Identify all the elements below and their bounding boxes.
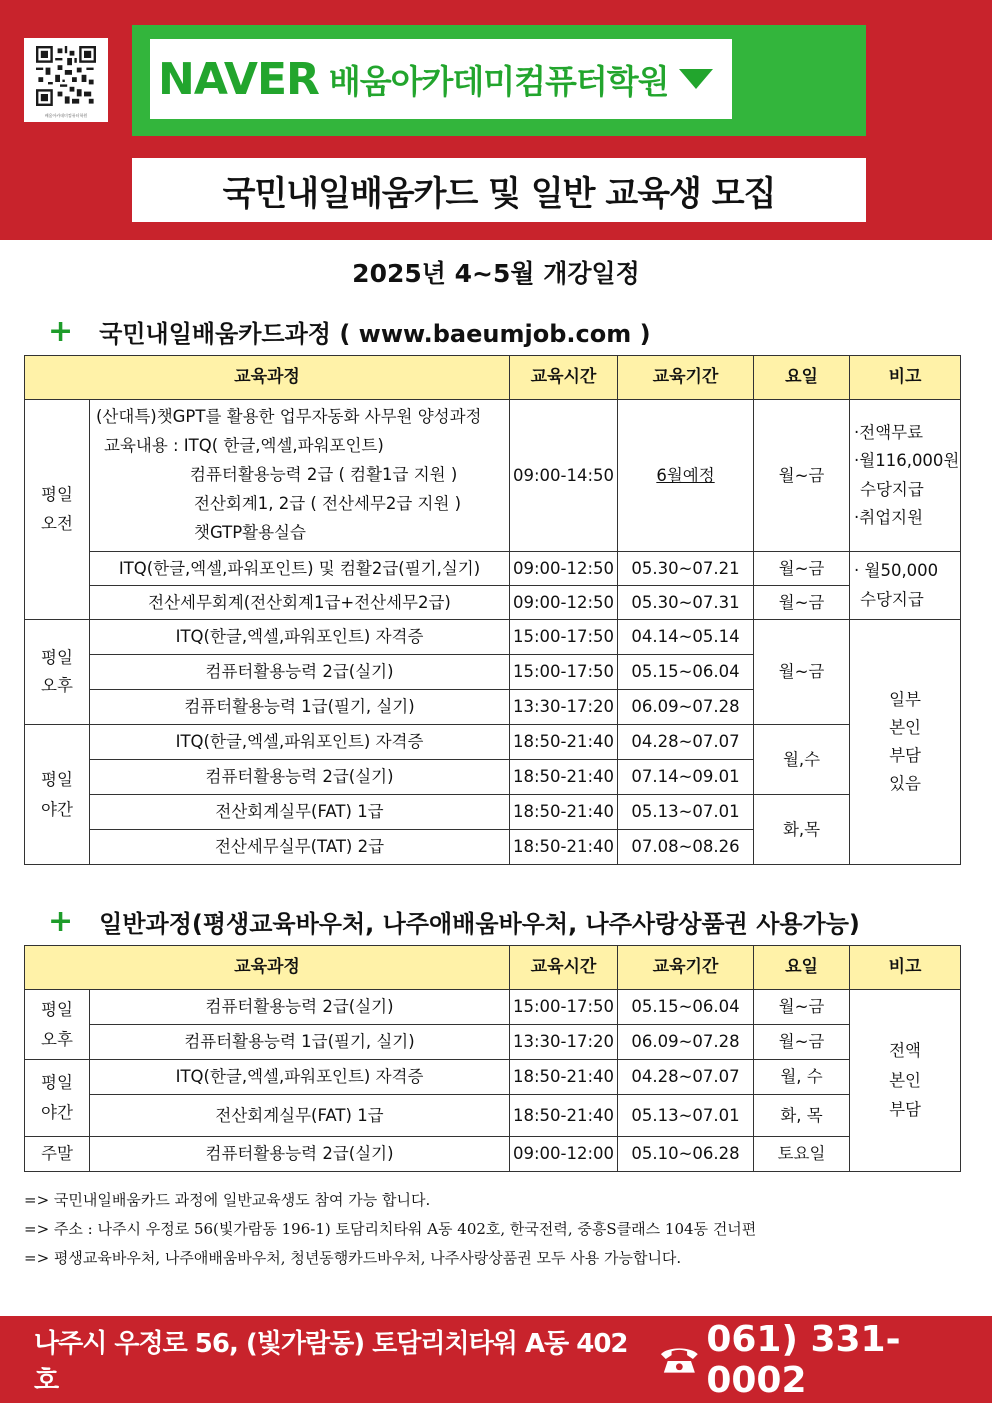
special-course-item: 컴퓨터활용능력 2급 ( 컴활1급 지원 ) <box>190 465 458 485</box>
special-course-title: (산대특)챗GPT를 활용한 업무자동화 사무원 양성과정 <box>96 407 482 427</box>
section2-heading <box>48 904 860 939</box>
course-time: 15:00-17:50 <box>510 655 618 690</box>
table-header-row <box>25 356 961 400</box>
course-name: ITQ(한글,엑셀,파워포인트) 자격증 <box>90 725 510 760</box>
note-line: 수당지급 <box>860 589 924 609</box>
course-period: 05.10~06.28 <box>618 1137 754 1172</box>
table-row <box>25 620 961 655</box>
course-time: 18:50-21:40 <box>510 725 618 760</box>
header-note: 비고 <box>850 946 961 990</box>
note-line: 수당지급 <box>860 479 924 499</box>
header-time: 교육시간 <box>510 356 618 400</box>
course-name: 전산회계실무(FAT) 1급 <box>90 1095 510 1137</box>
note-line: ·전액무료 <box>854 423 924 443</box>
general-course-table <box>24 945 961 1172</box>
naver-cafe-inner <box>150 39 732 119</box>
special-period <box>618 400 754 552</box>
academy-name: 배움아카데미컴퓨터학원 <box>328 61 669 101</box>
table-header-row <box>25 946 961 990</box>
morning-note <box>850 552 961 620</box>
group-evening: 평일 야간 <box>25 725 90 865</box>
header-course: 교육과정 <box>25 946 510 990</box>
course-period: 07.08~08.26 <box>618 830 754 865</box>
table-row <box>25 1095 961 1137</box>
course-time: 15:00-17:50 <box>510 620 618 655</box>
special-note <box>850 400 961 552</box>
course-name: 전산세무실무(TAT) 2급 <box>90 830 510 865</box>
schedule-title: 2025년 4~5월 개강일정 <box>352 259 640 288</box>
group-weekend: 주말 <box>25 1137 90 1172</box>
course-days: 토요일 <box>754 1137 850 1172</box>
course-period: 06.09~07.28 <box>618 1025 754 1060</box>
course-name: 컴퓨터활용능력 1급(필기, 실기) <box>90 690 510 725</box>
evening-days-2: 화,목 <box>754 795 850 865</box>
special-period-text: 6월예정 <box>656 465 715 485</box>
group-afternoon: 평일 오후 <box>25 620 90 725</box>
course-period: 05.30~07.21 <box>618 552 754 586</box>
course-days: 월~금 <box>754 1025 850 1060</box>
special-course-content: 교육내용 : ITQ( 한글,엑셀,파워포인트) <box>104 436 384 456</box>
full-pay-note: 전액 본인 부담 <box>850 990 961 1172</box>
course-period: 07.14~09.01 <box>618 760 754 795</box>
table-row <box>25 1025 961 1060</box>
special-course-cell <box>90 400 510 552</box>
course-period: 05.15~06.04 <box>618 990 754 1025</box>
qr-caption: 배움아카데미컴퓨터학원 <box>44 113 88 118</box>
course-period: 05.30~07.31 <box>618 586 754 620</box>
course-period: 04.14~05.14 <box>618 620 754 655</box>
course-time: 18:50-21:40 <box>510 1060 618 1095</box>
course-time: 15:00-17:50 <box>510 990 618 1025</box>
plus-icon: + <box>48 313 74 349</box>
table-row <box>25 400 961 552</box>
header-banner <box>0 0 992 240</box>
footer-phone-number: 061) 331-0002 <box>706 1318 901 1401</box>
table-row <box>25 1060 961 1095</box>
note-line: ·취업지원 <box>854 507 924 527</box>
course-period: 06.09~07.28 <box>618 690 754 725</box>
course-name: 컴퓨터활용능력 2급(실기) <box>90 760 510 795</box>
course-time: 09:00-12:50 <box>510 552 618 586</box>
course-days: 월~금 <box>754 586 850 620</box>
header-note: 비고 <box>850 356 961 400</box>
recruit-title: 국민내일배움카드 및 일반 교육생 모집 <box>222 173 776 214</box>
table-row <box>25 725 961 760</box>
course-period: 04.28~07.07 <box>618 725 754 760</box>
special-course-item: 챗GTP활용실습 <box>194 522 306 542</box>
course-time: 13:30-17:20 <box>510 1025 618 1060</box>
header-time: 교육시간 <box>510 946 618 990</box>
course-time: 13:30-17:20 <box>510 690 618 725</box>
note-line: ·월116,000원 <box>854 451 960 471</box>
course-time: 18:50-21:40 <box>510 1095 618 1137</box>
header-days: 요일 <box>754 946 850 990</box>
course-name: ITQ(한글,엑셀,파워포인트) 자격증 <box>90 1060 510 1095</box>
footer-banner <box>0 1316 992 1403</box>
course-name: 전산회계실무(FAT) 1급 <box>90 795 510 830</box>
afternoon-days: 월~금 <box>754 620 850 725</box>
table-row <box>25 586 961 620</box>
note-line: => 국민내일배움카드 과정에 일반교육생도 참여 가능 합니다. <box>24 1191 431 1209</box>
course-time: 18:50-21:40 <box>510 830 618 865</box>
course-name: 전산세무회계(전산회계1급+전산세무2급) <box>90 586 510 620</box>
course-name: 컴퓨터활용능력 2급(실기) <box>90 990 510 1025</box>
partial-note: 일부 본인 부담 있음 <box>850 620 961 865</box>
telephone-icon <box>658 1344 701 1376</box>
header-period: 교육기간 <box>618 356 754 400</box>
course-days: 월~금 <box>754 552 850 586</box>
course-days: 월~금 <box>754 990 850 1025</box>
course-period: 05.15~06.04 <box>618 655 754 690</box>
table-row <box>25 552 961 586</box>
note-line: · 월50,000 <box>854 561 939 581</box>
recruit-title-box <box>132 158 866 222</box>
course-name: 컴퓨터활용능력 2급(실기) <box>90 655 510 690</box>
course-days: 월, 수 <box>754 1060 850 1095</box>
special-days: 월~금 <box>754 400 850 552</box>
course-name: 컴퓨터활용능력 1급(필기, 실기) <box>90 1025 510 1060</box>
group-evening: 평일 야간 <box>25 1060 90 1137</box>
course-name: ITQ(한글,엑셀,파워포인트) 및 컴활2급(필기,실기) <box>90 552 510 586</box>
section1-heading <box>48 314 651 349</box>
course-time: 09:00-12:00 <box>510 1137 618 1172</box>
course-time: 09:00-12:50 <box>510 586 618 620</box>
header-period: 교육기간 <box>618 946 754 990</box>
table-row <box>25 1137 961 1172</box>
note-line: => 주소 : 나주시 우정로 56(빛가람동 196-1) 토담리치타워 A동 402호, 한국전력, 중흥S클래스 104동 건너편 <box>24 1220 757 1238</box>
footer-phone[interactable] <box>658 1319 992 1401</box>
section1-title: 국민내일배움카드과정 ( www.baeumjob.com ) <box>99 320 651 348</box>
special-course-item: 전산회계1, 2급 ( 전산세무2급 지원 ) <box>194 493 462 513</box>
header-course: 교육과정 <box>25 356 510 400</box>
card-course-table <box>24 355 961 865</box>
qr-code[interactable] <box>24 38 108 122</box>
group-morning: 평일 오전 <box>25 400 90 620</box>
header-days: 요일 <box>754 356 850 400</box>
table-row <box>25 990 961 1025</box>
course-period: 05.13~07.01 <box>618 1095 754 1137</box>
naver-cafe-box[interactable] <box>132 25 866 136</box>
course-time: 18:50-21:40 <box>510 795 618 830</box>
table-row <box>25 795 961 830</box>
group-afternoon: 평일 오후 <box>25 990 90 1060</box>
course-name: 컴퓨터활용능력 2급(실기) <box>90 1137 510 1172</box>
note-line: => 평생교육바우처, 나주애배움바우처, 청년동행카드바우처, 나주사랑상품권 모두 사용 가능합니다. <box>24 1249 682 1267</box>
footer-address: 나주시 우정로 56, (빛가람동) 토담리치타워 A동 402호 <box>34 1328 628 1396</box>
qr-code-icon <box>36 46 96 106</box>
course-period: 04.28~07.07 <box>618 1060 754 1095</box>
course-time: 18:50-21:40 <box>510 760 618 795</box>
triangle-down-icon <box>679 69 713 89</box>
notes-block <box>24 1186 756 1273</box>
naver-logo: NAVER <box>158 53 319 105</box>
course-days: 화, 목 <box>754 1095 850 1137</box>
course-name: ITQ(한글,엑셀,파워포인트) 자격증 <box>90 620 510 655</box>
plus-icon: + <box>48 903 74 939</box>
section2-title: 일반과정(평생교육바우처, 나주애배움바우처, 나주사랑상품권 사용가능) <box>99 910 860 938</box>
special-time: 09:00-14:50 <box>510 400 618 552</box>
course-period: 05.13~07.01 <box>618 795 754 830</box>
evening-days-1: 월,수 <box>754 725 850 795</box>
